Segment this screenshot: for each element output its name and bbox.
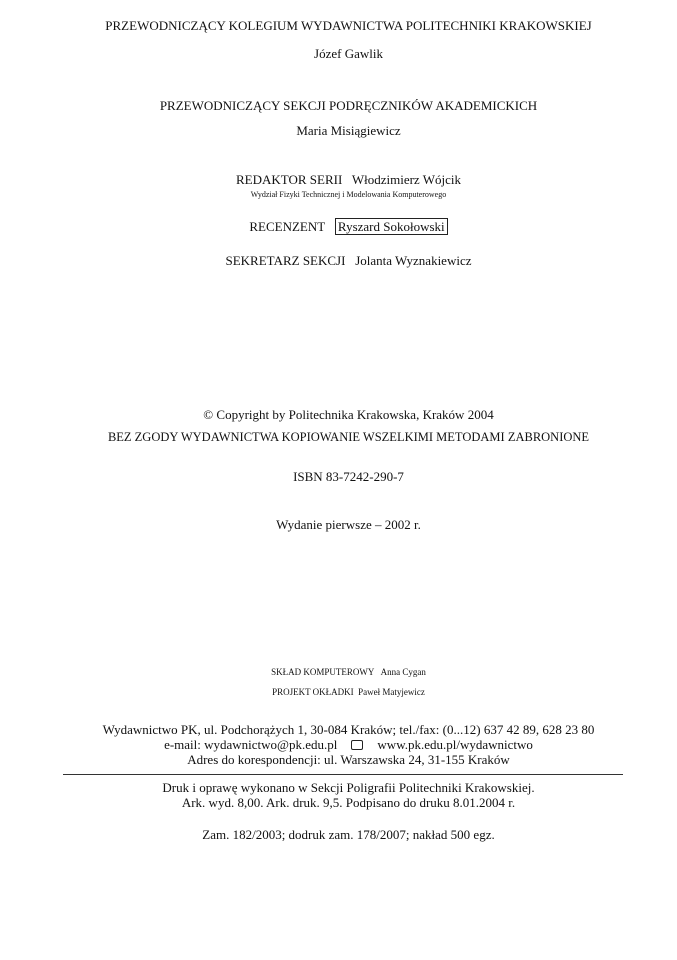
- typesetting: [10, 668, 677, 677]
- college-chair-name: Józef Gawlik: [314, 46, 383, 61]
- series-editor-affiliation: Wydział Fizyki Technicznej i Modelowania Komputerowego: [250, 190, 447, 199]
- typesetting-name: Anna Cygan: [380, 667, 426, 677]
- series-editor-label: REDAKTOR SERII: [236, 172, 343, 187]
- cover-label: PROJEKT OKŁADKI: [272, 687, 354, 697]
- series-editor: [10, 173, 677, 186]
- cover-design: [10, 688, 677, 697]
- print-info-2: Ark. wyd. 8,00. Ark. druk. 9,5. Podpisano do druku 8.01.2004 r.: [181, 795, 516, 810]
- publisher-address: Wydawnictwo PK, ul. Podchorążych 1, 30-084 Kraków; tel./fax: (0...12) 637 42 89, 628 23 80: [102, 722, 595, 737]
- publisher-website[interactable]: www.pk.edu.pl/wydawnictwo: [377, 737, 533, 752]
- copyright: © Copyright by Politechnika Krakowska, Kraków 2004: [203, 407, 494, 422]
- secretary-label: SEKRETARZ SEKCJI: [225, 253, 346, 268]
- cover-name: Paweł Matyjewicz: [358, 687, 425, 697]
- typesetting-label: SKŁAD KOMPUTEROWY: [271, 667, 375, 677]
- reviewer: [10, 220, 677, 233]
- publisher-contact: [10, 738, 677, 751]
- print-order: Zam. 182/2003; dodruk zam. 178/2007; nakład 500 egz.: [202, 827, 495, 842]
- section-chair-title: PRZEWODNICZĄCY SEKCJI PODRĘCZNIKÓW AKADEMICKICH: [159, 98, 538, 113]
- separator-box-icon: [351, 740, 363, 750]
- divider: [63, 774, 623, 775]
- reviewer-name: Ryszard Sokołowski: [335, 218, 448, 235]
- secretary: [10, 254, 677, 267]
- isbn: ISBN 83-7242-290-7: [293, 469, 404, 484]
- publisher-correspondence: Adres do korespondencji: ul. Warszawska 24, 31-155 Kraków: [187, 752, 510, 767]
- reviewer-label: RECENZENT: [249, 219, 326, 234]
- section-chair-name: Maria Misiągiewicz: [296, 123, 401, 138]
- print-info-1: Druk i oprawę wykonano w Sekcji Poligrafii Politechniki Krakowskiej.: [162, 780, 535, 795]
- secretary-name: Jolanta Wyznakiewicz: [355, 253, 472, 268]
- series-editor-name: Włodzimierz Wójcik: [351, 172, 461, 187]
- college-chair-title: PRZEWODNICZĄCY KOLEGIUM WYDAWNICTWA POLITECHNIKI KRAKOWSKIEJ: [105, 18, 592, 33]
- copy-notice: BEZ ZGODY WYDAWNICTWA KOPIOWANIE WSZELKIMI METODAMI ZABRONIONE: [107, 430, 590, 444]
- edition: Wydanie pierwsze – 2002 r.: [276, 517, 421, 532]
- publisher-email[interactable]: e-mail: wydawnictwo@pk.edu.pl: [164, 737, 338, 752]
